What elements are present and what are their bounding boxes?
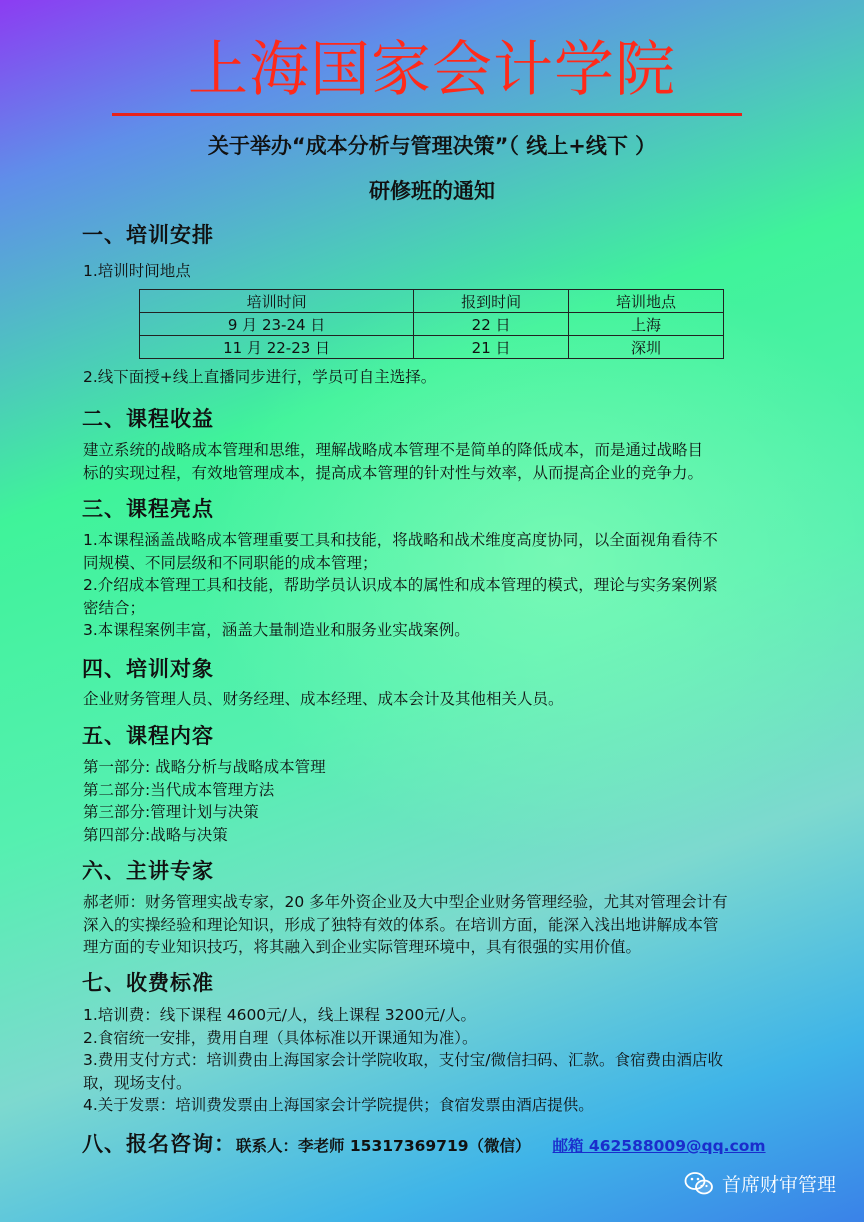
table-cell: 9 月 23-24 日: [140, 313, 414, 336]
fees-text: [83, 1004, 785, 1117]
section-heading-schedule: 一、培训安排: [82, 223, 214, 247]
section-heading-fees: 七、收费标准: [82, 971, 214, 995]
text-line: 企业财务管理人员、财务经理、成本经理、成本会计及其他相关人员。: [83, 690, 564, 708]
table-cell: 22 日: [414, 313, 569, 336]
text-line: 2.食宿统一安排，费用自理（具体标准以开课通知为准）。: [83, 1028, 478, 1047]
section-heading-lecturer: 六、主讲专家: [82, 859, 214, 883]
list-item: 第二部分:当代成本管理方法: [83, 780, 275, 799]
table-cell: 深圳: [569, 336, 724, 359]
text-line: 1.培训费：线下课程 4600元/人，线上课程 3200元/人。: [83, 1006, 476, 1024]
text-line: 郝老师：财务管理实战专家，20 多年外资企业及大中型企业财务管理经验，尤其对管理会计有: [83, 893, 728, 911]
content-list: [83, 756, 785, 846]
table-cell: 上海: [569, 313, 724, 336]
section-heading-highlights: 三、课程亮点: [82, 497, 214, 521]
table-cell: 11 月 22-23 日: [140, 336, 414, 359]
text-line: 取，现场支付。: [83, 1073, 192, 1092]
list-item: 第四部分:战略与决策: [83, 825, 228, 844]
audience-text: [83, 688, 785, 711]
email-link[interactable]: 邮箱 462588009@qq.com: [552, 1137, 766, 1155]
text-line: 标的实现过程，有效地管理成本，提高成本管理的针对性与效率，从而提高企业的竞争力。: [83, 463, 704, 482]
account-watermark: [684, 1170, 836, 1197]
section-heading-content: 五、课程内容: [82, 724, 214, 748]
text-line: 1.本课程涵盖战略成本管理重要工具和技能，将战略和战术维度高度协同，以全面视角看待不: [83, 531, 718, 549]
text-line: 理方面的专业知识技巧，将其融入到企业实际管理环境中，具有很强的实用价值。: [83, 938, 642, 956]
notice-subtitle: 研修班的通知: [369, 179, 495, 203]
table-header: 报到时间: [414, 290, 569, 313]
table-header-row: [140, 290, 724, 313]
watermark-text: 首席财审管理: [721, 1174, 836, 1196]
table-row: [140, 313, 724, 336]
title-divider: [112, 113, 742, 116]
highlights-text: [83, 529, 785, 642]
schedule-table: [139, 289, 724, 359]
notice-title: 关于举办“成本分析与管理决策”（ 线上+线下 ）: [207, 134, 657, 158]
list-item: 第一部分: 战略分析与战略成本管理: [83, 758, 326, 776]
table-row: [140, 336, 724, 359]
institution-title: 上海国家会计学院: [188, 35, 676, 105]
delivery-note: 2.线下面授+线上直播同步进行，学员可自主选择。: [83, 368, 437, 386]
schedule-subtitle: 1.培训时间地点: [83, 262, 191, 280]
text-line: 密结合；: [83, 598, 146, 617]
contact-row: [82, 1128, 766, 1158]
table-header: 培训地点: [569, 290, 724, 313]
section-heading-benefits: 二、课程收益: [82, 407, 214, 431]
section-heading-contact: 八、报名咨询：: [82, 1132, 236, 1156]
table-header: 培训时间: [140, 290, 414, 313]
text-line: 同规模、不同层级和不同职能的成本管理；: [83, 553, 378, 572]
text-line: 4.关于发票：培训费发票由上海国家会计学院提供；食宿发票由酒店提供。: [83, 1096, 594, 1114]
text-line: 3.费用支付方式：培训费由上海国家会计学院收取，支付宝/微信扫码、汇款。食宿费由酒店收: [83, 1051, 724, 1069]
lecturer-text: [83, 891, 785, 959]
text-line: 建立系统的战略成本管理和思维，理解战略成本管理不是简单的降低成本，而是通过战略目: [83, 441, 704, 459]
list-item: 第三部分:管理计划与决策: [83, 803, 259, 821]
benefits-text: [83, 439, 785, 484]
contact-person: 联系人：李老师 15317369719（微信）: [236, 1137, 531, 1155]
text-line: 深入的实操经验和理论知识，形成了独特有效的体系。在培训方面，能深入浅出地讲解成本管: [83, 915, 719, 934]
text-line: 3.本课程案例丰富，涵盖大量制造业和服务业实战案例。: [83, 621, 470, 639]
text-line: 2.介绍成本管理工具和技能，帮助学员认识成本的属性和成本管理的模式，理论与实务案例紧: [83, 576, 718, 594]
wechat-icon: [684, 1171, 714, 1197]
section-heading-audience: 四、培训对象: [82, 657, 214, 681]
table-cell: 21 日: [414, 336, 569, 359]
